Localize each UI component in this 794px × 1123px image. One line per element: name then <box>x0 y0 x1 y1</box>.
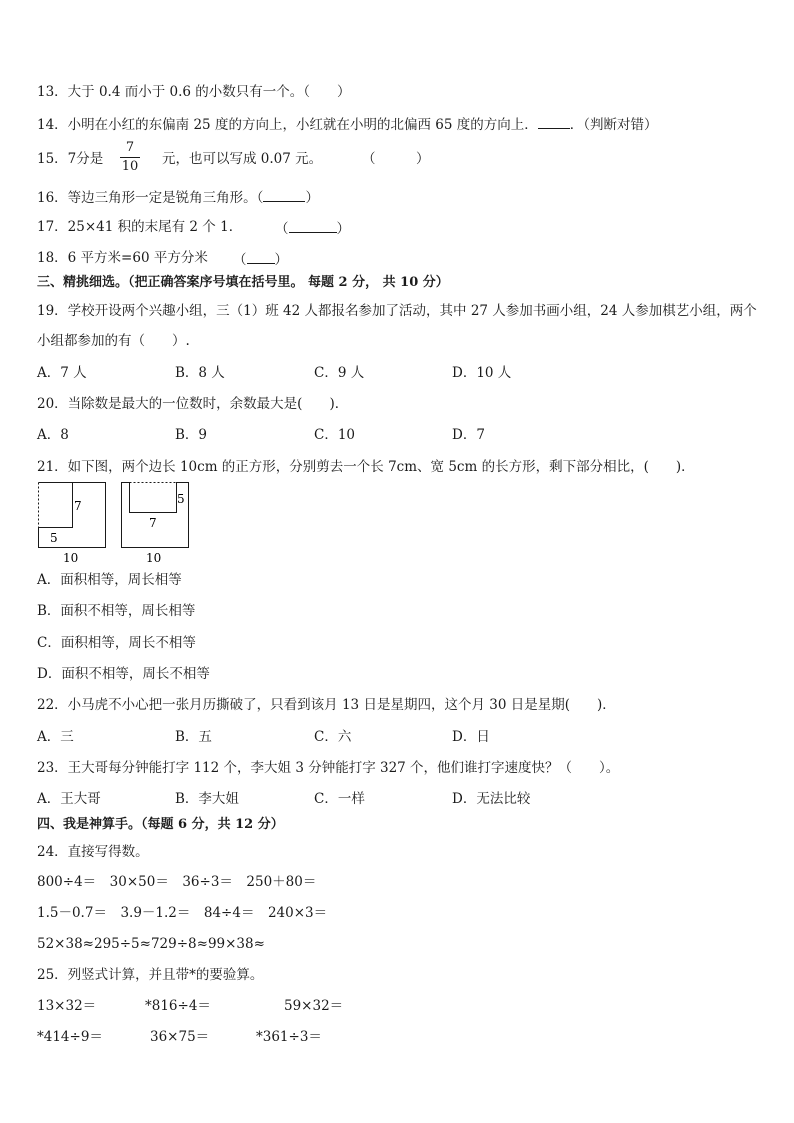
question-23: 23．王大哥每分钟能打字 112 个，李大姐 3 分钟能打字 327 个，他们谁打字速度快？（ ）。 <box>37 760 620 776</box>
option-21-a[interactable]: A．面积相等，周长相等 <box>37 572 182 588</box>
option-19-a[interactable]: A．7 人 <box>37 365 87 381</box>
figure-2-label-7: 7 <box>149 516 157 530</box>
question-25: 25．列竖式计算，并且带*的要验算。 <box>37 967 264 983</box>
question-16-close: ） <box>305 190 319 206</box>
answer-paren-17[interactable]: （ ） <box>275 218 350 238</box>
q25-item-1: 13×32＝ <box>37 998 97 1014</box>
question-14-suffix: ．（判断对错） <box>569 117 658 133</box>
question-18: 18．6 平方米=60 平方分米 <box>37 250 208 266</box>
question-16 <box>37 187 319 207</box>
question-19-line2: 小组都参加的有（ ）. <box>37 333 190 349</box>
question-24: 24．直接写得数。 <box>37 844 149 860</box>
option-21-d[interactable]: D．面积不相等，周长不相等 <box>37 666 210 682</box>
figure-1-outline <box>39 483 106 548</box>
option-23-d[interactable]: D．无法比较 <box>452 791 531 807</box>
figure-square-2 <box>119 480 191 566</box>
answer-blank-18[interactable] <box>247 249 275 264</box>
option-19-c[interactable]: C．9 人 <box>314 365 365 381</box>
option-20-c[interactable]: C．10 <box>314 427 356 443</box>
fraction-numerator: 7 <box>125 140 135 155</box>
question-14 <box>37 114 657 134</box>
figure-square-1 <box>36 480 108 566</box>
option-19-b[interactable]: B．8 人 <box>175 365 225 381</box>
question-21: 21．如下图，两个边长 10cm 的正方形，分别剪去一个长 7cm、宽 5cm 的长方形，剩下部分相比，( )． <box>37 459 695 475</box>
question-17: 17．25×41 积的末尾有 2 个 1． <box>37 219 243 235</box>
option-23-a[interactable]: A．王大哥 <box>37 791 101 807</box>
option-22-a[interactable]: A．三 <box>37 729 74 745</box>
section-3-heading: 三、精挑细选。（把正确答案序号填在括号里。 每题 2 分， 共 10 分） <box>37 275 449 290</box>
question-19-line1: 19．学校开设两个兴趣小组，三（1）班 42 人都报名参加了活动，其中 27 人参加书画小组，24 人参加棋艺小组，两个 <box>37 303 757 319</box>
q25-item-6: *361÷3＝ <box>256 1029 322 1045</box>
option-21-b[interactable]: B．面积不相等，周长相等 <box>37 603 196 619</box>
answer-paren-15[interactable]: （ ） <box>362 151 430 167</box>
q25-item-3: 59×32＝ <box>284 998 344 1014</box>
question-20: 20．当除数是最大的一位数时，余数最大是( )． <box>37 396 349 412</box>
option-20-d[interactable]: D．7 <box>452 427 485 443</box>
option-19-d[interactable]: D．10 人 <box>452 365 512 381</box>
question-22: 22．小马虎不小心把一张月历撕破了，只看到该月 13 日是星期四，这个月 30 日是星期( )． <box>37 697 616 713</box>
option-21-c[interactable]: C．面积相等，周长不相等 <box>37 635 196 651</box>
option-20-b[interactable]: B．9 <box>175 427 208 443</box>
answer-blank-16[interactable] <box>263 187 305 202</box>
option-23-c[interactable]: C．一样 <box>314 791 365 807</box>
figure-1-label-5: 5 <box>50 531 58 545</box>
option-20-a[interactable]: A．8 <box>37 427 69 443</box>
q25-item-5: 36×75＝ <box>150 1029 210 1045</box>
q24-row-1: 800÷4＝ 30×50＝ 36÷3＝ 250＋80＝ <box>37 874 317 890</box>
question-15-prefix: 15．7分是 <box>37 151 104 167</box>
answer-blank-17[interactable] <box>289 218 337 233</box>
figure-2-label-10: 10 <box>146 551 162 565</box>
q24-row-2: 1.5－0.7＝ 3.9－1.2＝ 84÷4＝ 240×3＝ <box>37 905 328 921</box>
fraction-7-10 <box>120 140 140 175</box>
option-22-d[interactable]: D．日 <box>452 729 490 745</box>
q25-item-4: *414÷9＝ <box>37 1029 103 1045</box>
answer-blank-14[interactable] <box>538 114 570 129</box>
question-13: 13．大于 0.4 而小于 0.6 的小数只有一个。（ ） <box>37 84 351 100</box>
question-15-suffix: 元，也可以写成 0.07 元。 <box>162 151 323 167</box>
section-4-heading: 四、我是神算手。（每题 6 分，共 12 分） <box>37 817 284 832</box>
question-15 <box>37 150 103 168</box>
option-22-c[interactable]: C．六 <box>314 729 352 745</box>
option-22-b[interactable]: B．五 <box>175 729 212 745</box>
question-16-text: 16．等边三角形一定是锐角三角形。（ <box>37 190 264 206</box>
figure-1-label-10: 10 <box>63 551 79 565</box>
q25-item-2: *816÷4＝ <box>145 998 211 1014</box>
figure-2-label-5: 5 <box>177 492 185 506</box>
figure-1-label-7: 7 <box>74 499 82 513</box>
fraction-denominator: 10 <box>121 159 139 174</box>
option-23-b[interactable]: B．李大姐 <box>175 791 239 807</box>
q24-row-3: 52×38≈295÷5≈729÷8≈99×38≈ <box>37 936 265 952</box>
question-14-text: 14．小明在小红的东偏南 25 度的方向上，小红就在小明的北偏西 65 度的方向上． <box>37 117 538 133</box>
answer-paren-18[interactable]: （ ） <box>233 249 288 269</box>
